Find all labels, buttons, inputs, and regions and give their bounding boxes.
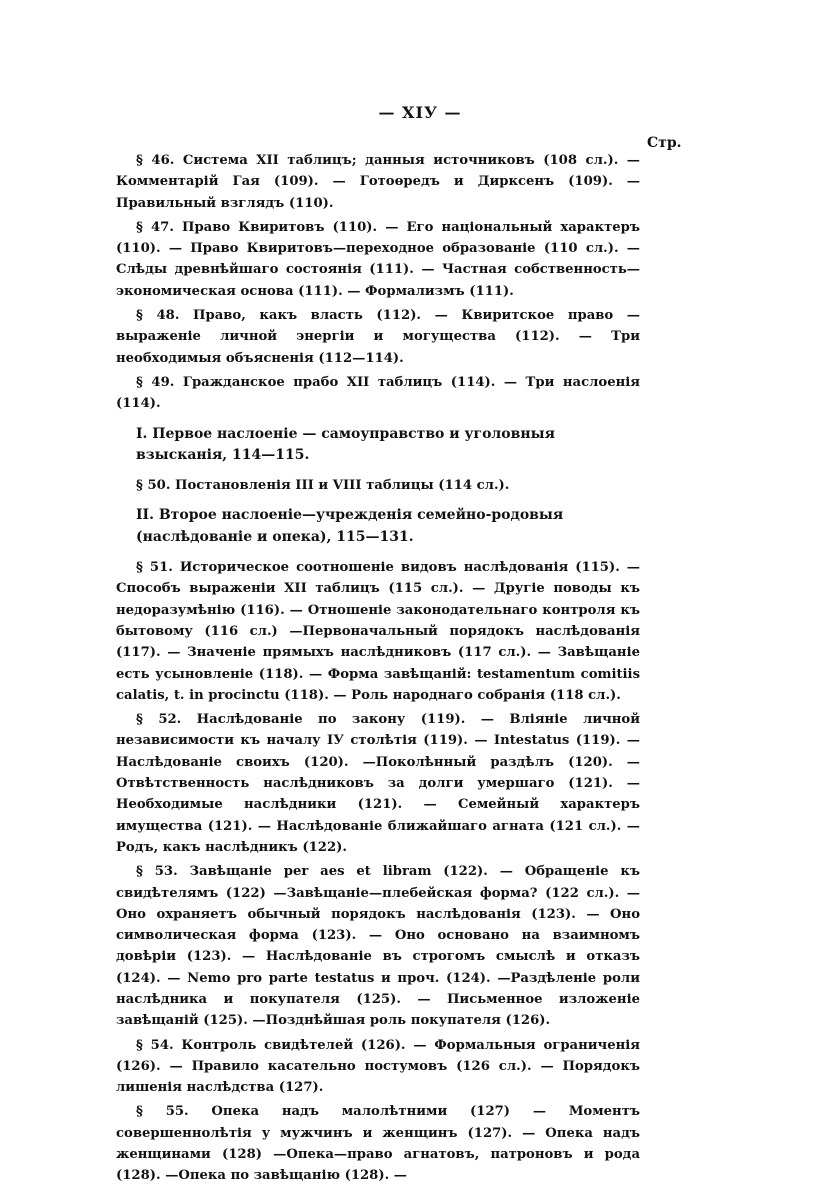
toc-entry: § 51. Историческое соотношеніе видовъ наслѣдованія (115). — Способъ выраженіи XII таблицъ (115 сл.). — Другіе поводы къ недоразумѣнію (116). — Отношеніе законодательнаго контроля къ бытовому (116 сл.) —Первоначальный порядокъ наслѣдованія (117). — Значеніе прямыхъ наслѣдниковъ (117 сл.). — Завѣщаніе есть усыновленіе (118). — Форма завѣщаній: testamentum comitiis calatis, t. in procinctu (118). — Роль народнаго собранія (118 сл.). bbox=[116, 560, 640, 703]
toc-entry: § 52. Наслѣдованіе по закону (119). — Вліяніе личной независимости къ началу IУ столѣтія (119). — Intestatus (119). — Наслѣдованіе своихъ (120). —Поколѣнный раздѣлъ (120). — Отвѣтственность наслѣдниковъ за долги умершаго (121). — Необходимые наслѣдники (121). — Семейный характеръ имущества (121). — Наслѣдованіе ближайшаго агната (121 сл.). — Родъ, какъ наслѣдникъ (122). bbox=[116, 712, 640, 855]
toc-entry: § 49. Гражданское прабо XII таблицъ (114). — Три наслоенія (114). bbox=[116, 374, 640, 412]
table-of-contents bbox=[116, 150, 640, 1190]
toc-entry: § 46. Система XII таблицъ; данныя источниковъ (108 сл.). — Комментарій Гая (109). — Готоөредъ и Дирксенъ (109). — Правильный взглядъ (110). bbox=[116, 153, 640, 211]
toc-entry: § 47. Право Квиритовъ (110). — Его національный характеръ (110). — Право Квиритовъ—переходное образованіе (110 сл.). — Слѣды древнѣйшаго состоянія (111). — Частная собственность—экономическая основа (111). — Формализмъ (111). bbox=[116, 219, 640, 299]
toc-entry: § 50. Постановленія III и VIII таблицы (114 сл.). bbox=[136, 478, 510, 494]
toc-entry: § 53. Завѣщаніе per aes et libram (122). — Обращеніе къ свидѣтелямъ (122) —Завѣщаніе—плебейская форма? (122 сл.). — Оно охраняетъ обычный порядокъ наслѣдованія (123). — Оно символическая форма (123). — Оно основано на взаимномъ довѣріи (123). — Наслѣдованіе въ строгомъ смыслѣ и отказъ (124). — Nemo pro parte testatus и проч. (124). —Раздѣленіе роли наслѣдника и покупателя (125). — Письменное изложеніе завѣщаній (125). —Позднѣйшая роль покупателя (126). bbox=[116, 864, 640, 1029]
section-heading: II. Второе наслоеніе—учрежденія семейно-родовыя (наслѣдованіе и опека), 115—131. bbox=[136, 507, 564, 545]
page-number: — XIУ — bbox=[378, 103, 462, 122]
toc-entry: § 54. Контроль свидѣтелей (126). — Формальныя ограниченія (126). — Правило касательно постумовъ (126 сл.). — Порядокъ лишенія наслѣдства (127). bbox=[116, 1037, 640, 1096]
page-column-label: Стр. bbox=[647, 135, 682, 151]
toc-entry: § 48. Право, какъ власть (112). — Квиритское право — выраженіе личной энергіи и могущества (112). — Три необходимыя объясненія (112—114). bbox=[116, 308, 640, 366]
toc-entry: § 55. Опека надъ малолѣтними (127) — Моментъ совершеннолѣтія у мужчинъ и женщинъ (127). — Опека надъ женщинами (128) —Опека—право агнатовъ, патроновъ и рода (128). —Опека по завѣщанію (128). — bbox=[116, 1104, 640, 1184]
section-heading: I. Первое наслоеніе — самоуправство и уголовныя взысканія, 114—115. bbox=[136, 425, 555, 463]
